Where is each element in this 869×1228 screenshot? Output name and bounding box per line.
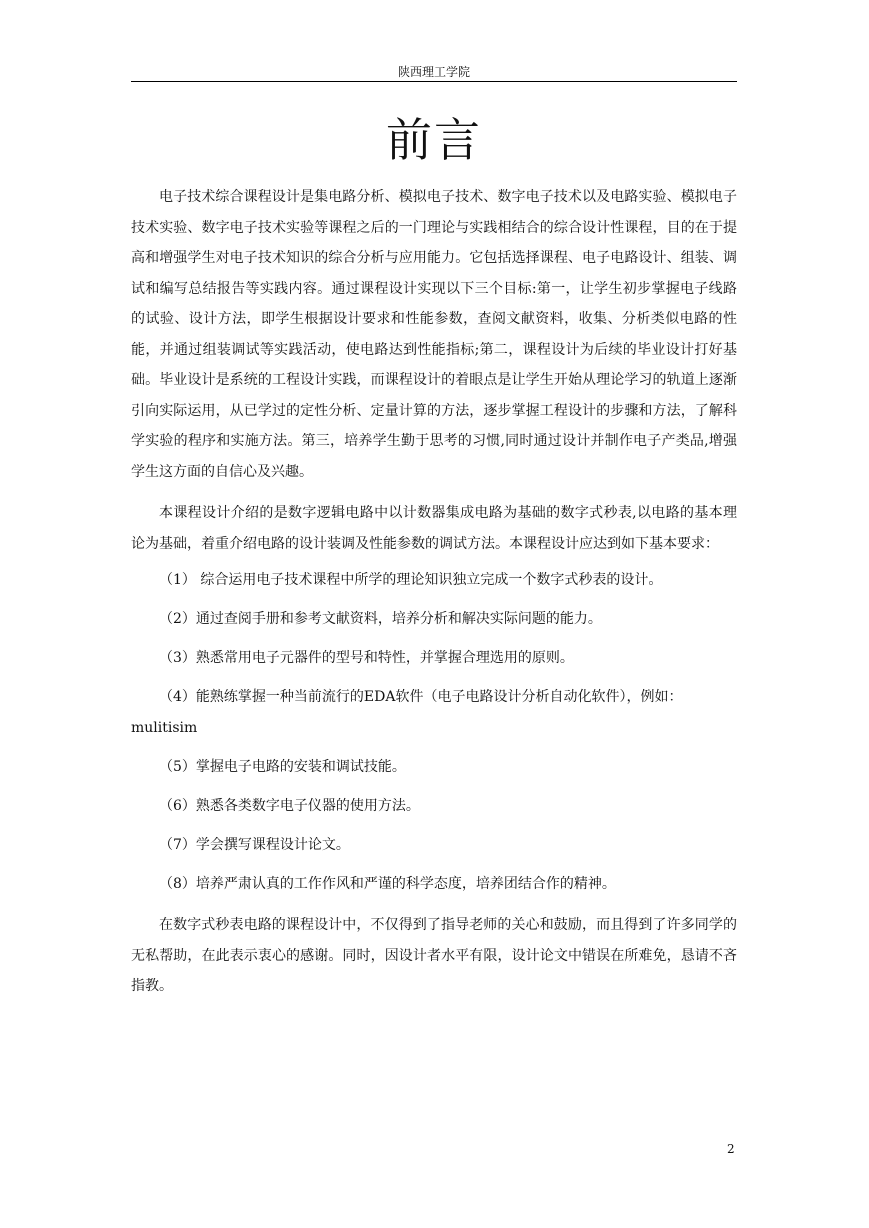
requirements-list [131,565,737,899]
requirement-item: （6）熟悉各类数字电子仪器的使用方法。 [159,797,420,814]
requirement-item: （8）培养严肃认真的工作作风和严谨的科学态度，培养团结合作的精神。 [159,875,616,892]
requirement-item: （5）掌握电子电路的安装和调试技能。 [159,758,406,775]
requirement-item: （4）能熟练掌握一种当前流行的EDA软件（电子电路设计分析自动化软件），例如：mulitisim [131,689,683,736]
page-title: 前言 [386,113,482,167]
scope-paragraph: 本课程设计介绍的是数字逻辑电路中以计数器集成电路为基础的数字式秒表,以电路的基本理论为基础，着重介绍电路的设计装调及性能参数的调试方法。本课程设计应达到如下基本要求： [131,505,737,552]
intro-paragraph: 电子技术综合课程设计是集电路分析、模拟电子技术、数字电子技术以及电路实验、模拟电子技术实验、数字电子技术实验等课程之后的一门理论与实践相结合的综合设计性课程，目的在于提高和增强学生对电子技术知识的综合分析与应用能力。它包括选择课程、电子电路设计、组装、调试和编写总结报告等实践内容。通过课程设计实现以下三个目标:第一，让学生初步掌握电子线路的试验、设计方法，即学生根据设计要求和性能参数，查阅文献资料，收集、分析类似电路的性能，并通过组装调试等实践活动，使电路达到性能指标;第二，课程设计为后续的毕业设计打好基础。毕业设计是系统的工程设计实践，而课程设计的着眼点是让学生开始从理论学习的轨道上逐渐引向实际运用，从已学过的定性分析、定量计算的方法，逐步掌握工程设计的步骤和方法，了解科学实验的程序和实施方法。第三，培养学生勤于思考的习惯,同时通过设计并制作电子产类品,增强学生这方面的自信心及兴趣。 [131,189,737,480]
running-header: 陕西理工学院 [397,65,470,79]
requirement-item: （1） 综合运用电子技术课程中所学的理论知识独立完成一个数字式秒表的设计。 [159,572,663,588]
requirement-item: （3）熟悉常用电子元器件的型号和特性，并掌握合理选用的原则。 [159,650,574,666]
header-rule [131,81,737,82]
page-number: 2 [727,1142,735,1156]
requirement-item: （2）通过查阅手册和参考文献资料，培养分析和解决实际问题的能力。 [159,611,602,627]
document-body [131,182,737,1002]
closing-paragraph: 在数字式秒表电路的课程设计中，不仅得到了指导老师的关心和鼓励，而且得到了许多同学的无私帮助，在此表示衷心的感谢。同时，因设计者水平有限，设计论文中错误在所难免，恳请不吝指教。 [131,917,737,994]
requirement-item: （7）学会撰写课程设计论文。 [159,836,350,853]
